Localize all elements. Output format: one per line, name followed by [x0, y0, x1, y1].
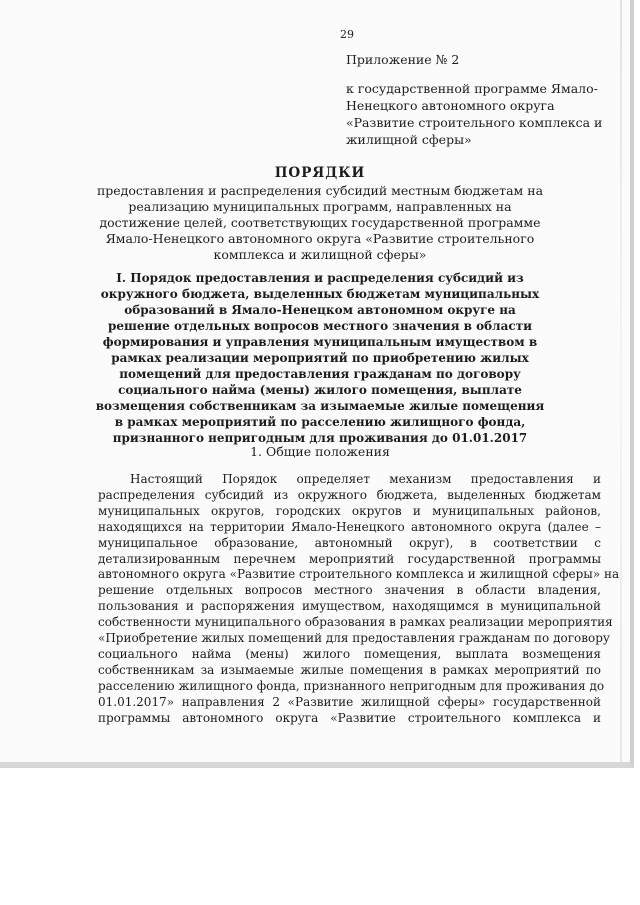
subsection-heading: 1. Общие положения: [250, 444, 390, 459]
paragraph-line: муниципальных округов, городских округов и муниципальных районов,: [98, 503, 601, 518]
paragraph-line: находящихся на территории Ямало-Ненецкого автономного округа (далее –: [98, 519, 601, 534]
paragraph-line: «Приобретение жилых помещений для предоставления гражданам по договору: [98, 631, 610, 646]
paragraph-line: Настоящий Порядок определяет механизм предоставления и: [130, 472, 601, 486]
page-number: 29: [340, 28, 354, 41]
paragraph-line: распределения субсидий из окружного бюджета, выделенных бюджетам: [98, 487, 601, 502]
paragraph-line: собственникам за изымаемые жилые помещения в рамках мероприятий по: [98, 662, 601, 677]
paragraph-line: социального найма (мены) жилого помещения, выплата возмещения: [98, 646, 601, 661]
paragraph-line: муниципальное образование, автономный округ), в соответствии с: [98, 535, 601, 550]
paragraph-line: пользования и распоряжения имуществом, находящимся в муниципальной: [98, 599, 601, 614]
document-subtitle: предоставления и распределения субсидий местным бюджетам на реализацию муниципальных программ, направленных на достижение целей, соответствующих государственной программе Ямало-Ненецкого автономного округа «Развитие строительного комплекса и жилищной сферы»: [96, 183, 544, 262]
paragraph-line: программы автономного округа «Развитие строительного комплекса и: [98, 710, 601, 725]
paragraph-line: 01.01.2017» направления 2 «Развитие жилищной сферы» государственной: [98, 694, 601, 709]
appendix-reference: к государственной программе Ямало-Ненецкого автономного округа «Развитие строительного комплекса и жилищной сферы»: [346, 81, 603, 147]
paragraph-line: детализированным перечнем мероприятий государственной программы: [98, 551, 601, 566]
paragraph-line: автономного округа «Развитие строительного комплекса и жилищной сферы» на: [98, 567, 620, 582]
body-paragraph: [98, 472, 620, 727]
section-heading: I. Порядок предоставления и распределения субсидий из окружного бюджета, выделенных бюджетам муниципальных образований в Ямало-Ненецком автономном округе на решение отдельных вопросов местного значения в области формирования и управления муниципальным имуществом в рамках реализации мероприятий по приобретению жилых помещений для предоставления гражданам по договору социального найма (мены) жилого помещения, выплате возмещения собственникам за изымаемые жилые помещения в рамках мероприятий по расселению жилищного фонда, признанного непригодным для проживания до 01.01.2017: [95, 271, 545, 445]
appendix-title: Приложение № 2: [346, 52, 460, 67]
paragraph-line: расселению жилищного фонда, признанного непригодным для проживания до: [98, 678, 605, 693]
paragraph-line: решение отдельных вопросов местного значения в области владения,: [98, 583, 601, 598]
paragraph-line: собственности муниципального образования в рамках реализации мероприятия: [98, 615, 613, 630]
document-title: ПОРЯДКИ: [274, 165, 366, 181]
